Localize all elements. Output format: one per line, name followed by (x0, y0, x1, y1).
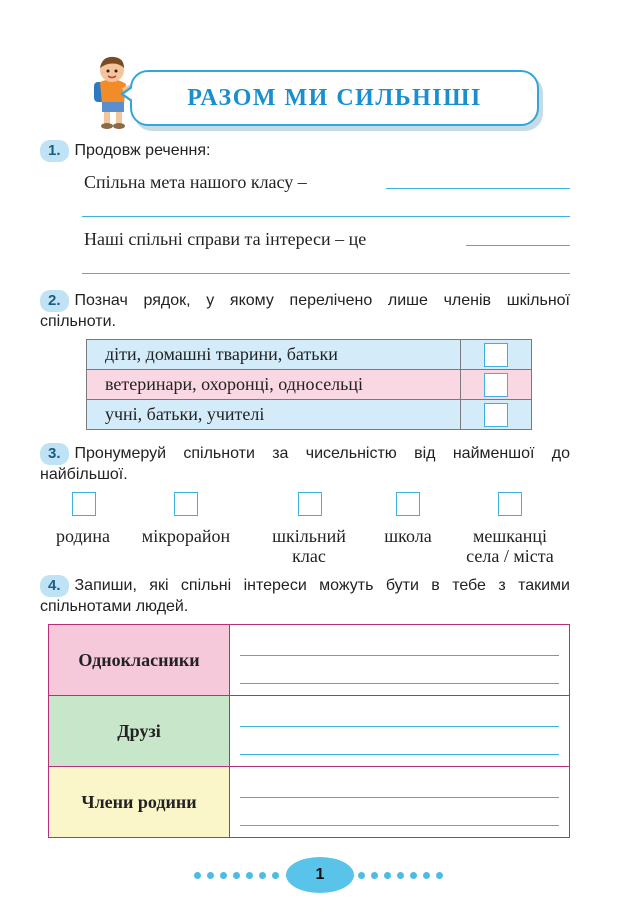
q2-checkbox-cell (460, 400, 531, 430)
question-4-number: 4. (40, 575, 69, 597)
q2-checkbox-cell (460, 340, 531, 370)
q4-answer-line[interactable] (240, 655, 559, 656)
q3-item-label-line1: мешканці (473, 526, 547, 546)
footer-dot (194, 872, 201, 879)
q4-row-label: Члени родини (49, 767, 230, 838)
question-1 (40, 140, 210, 162)
q3-item-label-line1: школа (384, 526, 432, 546)
q1-answer-line-1[interactable] (386, 188, 570, 189)
q4-answer-line[interactable] (240, 754, 559, 755)
question-2 (40, 290, 570, 332)
q3-item-label-line1: мікрорайон (141, 526, 231, 546)
q4-row (49, 696, 570, 767)
q1-sentence-2: Наші спільні справи та інтереси – це (84, 229, 367, 249)
q1-answer-line-4[interactable] (82, 273, 570, 274)
q2-checkbox-cell (460, 370, 531, 400)
q2-option-text: учні, батьки, учителі (87, 400, 461, 430)
q4-row (49, 625, 570, 696)
speech-bubble-tail-inner (124, 87, 134, 101)
q3-item-label-line1: родина (56, 526, 110, 546)
footer-dot (397, 872, 404, 879)
footer-dot (423, 872, 430, 879)
question-1-number: 1. (40, 140, 69, 162)
footer-dot (246, 872, 253, 879)
question-4 (40, 575, 570, 617)
q3-number-box[interactable] (498, 492, 522, 516)
q3-item-label (44, 526, 122, 546)
q3-number-box[interactable] (298, 492, 322, 516)
footer-dot (384, 872, 391, 879)
q2-checkbox[interactable] (484, 373, 508, 397)
footer-dot (233, 872, 240, 879)
question-3-text: Пронумеруй спільноти за чисельністю від найменшої до найбільшої. (40, 445, 570, 483)
q3-item-label (448, 526, 572, 566)
footer-dot (272, 872, 279, 879)
q2-checkbox[interactable] (484, 403, 508, 427)
q4-row-label: Однокласники (49, 625, 230, 696)
question-3 (40, 443, 570, 485)
q2-option-text: ветеринари, охоронці, односельці (87, 370, 461, 400)
q2-option-row (87, 340, 532, 370)
q2-checkbox[interactable] (484, 343, 508, 367)
q2-option-row (87, 400, 532, 430)
q3-item-label (128, 526, 244, 546)
footer-dot (410, 872, 417, 879)
q4-row-label: Друзі (49, 696, 230, 767)
q2-options-table (86, 339, 532, 430)
page-title: РАЗОМ МИ СИЛЬНІШІ (187, 84, 482, 111)
q3-number-box[interactable] (72, 492, 96, 516)
q4-answer-cell (230, 625, 570, 696)
q4-answer-line[interactable] (240, 683, 559, 684)
title-banner (130, 70, 539, 126)
q3-number-box[interactable] (396, 492, 420, 516)
question-2-number: 2. (40, 290, 69, 312)
q2-option-row (87, 370, 532, 400)
q4-answer-line[interactable] (240, 825, 559, 826)
footer-dot (371, 872, 378, 879)
q3-item-label-line2: клас (292, 546, 326, 566)
q4-answer-line[interactable] (240, 726, 559, 727)
question-2-text: Познач рядок, у якому перелічено лише членів шкільної спільноти. (40, 292, 570, 330)
q4-answer-cell (230, 696, 570, 767)
q3-item-label-line1: шкільний (272, 526, 346, 546)
footer-dot (436, 872, 443, 879)
q4-interests-table (48, 624, 570, 838)
question-4-text: Запиши, які спільні інтереси можуть бути в тебе з такими спільнотами людей. (40, 577, 570, 615)
question-3-number: 3. (40, 443, 69, 465)
page-number: 1 (286, 857, 354, 893)
footer-dot (207, 872, 214, 879)
footer-dot (220, 872, 227, 879)
q3-item-label-line2: села / міста (466, 546, 554, 566)
footer-dot (259, 872, 266, 879)
q1-answer-line-2[interactable] (82, 216, 570, 217)
q3-number-box[interactable] (174, 492, 198, 516)
q4-answer-cell (230, 767, 570, 838)
q3-item-label (256, 526, 362, 566)
footer-dot (358, 872, 365, 879)
q2-option-text: діти, домашні тварини, батьки (87, 340, 461, 370)
q1-answer-line-3[interactable] (466, 245, 570, 246)
question-1-text: Продовж речення: (74, 142, 211, 159)
q4-row (49, 767, 570, 838)
q4-answer-line[interactable] (240, 797, 559, 798)
q3-item-label (372, 526, 444, 546)
q1-sentence-1: Спільна мета нашого класу – (84, 172, 307, 192)
